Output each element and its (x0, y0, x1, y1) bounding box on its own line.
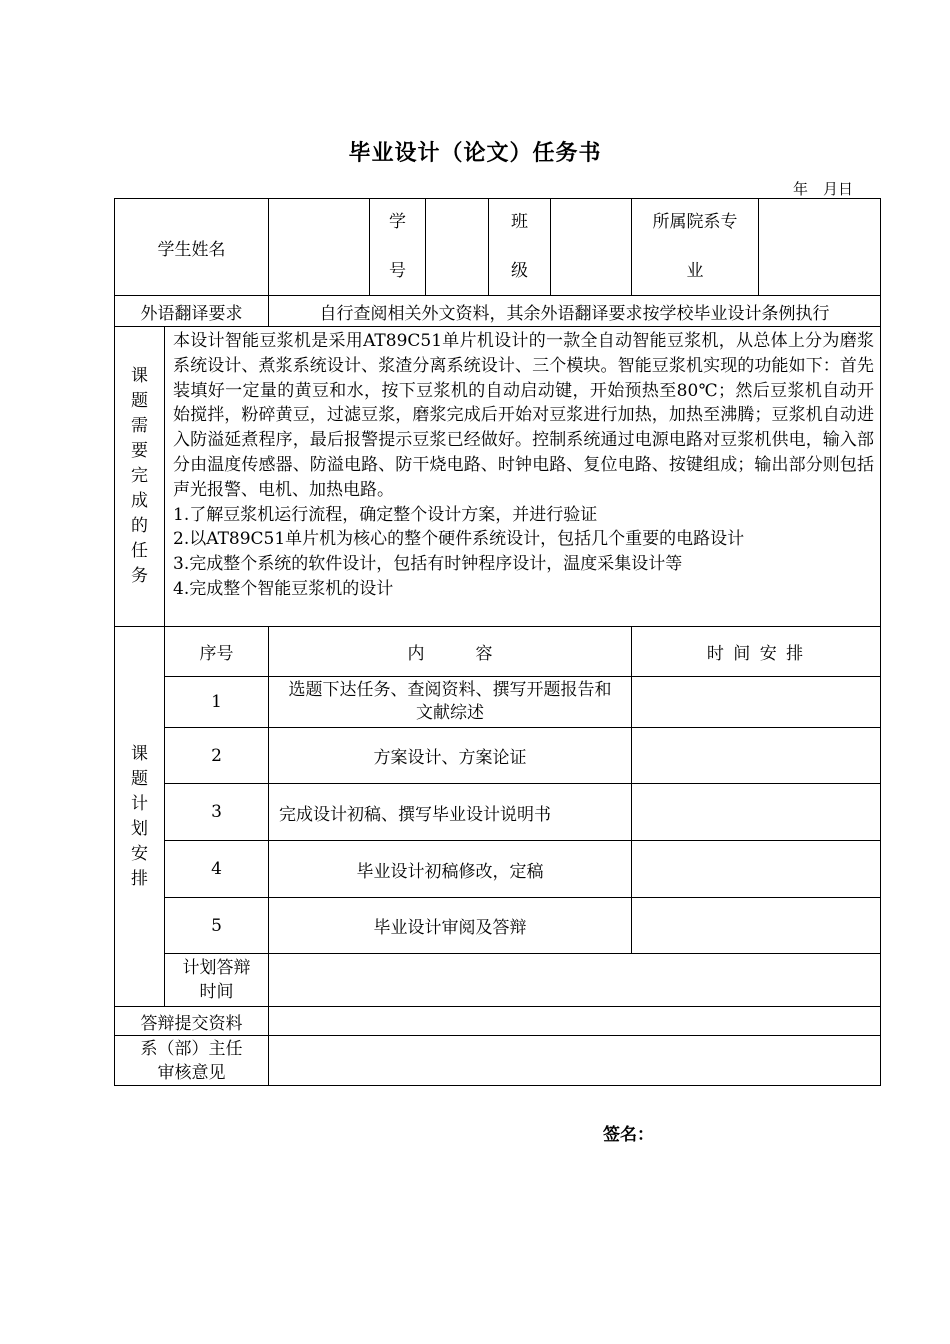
plan-row (115, 841, 881, 898)
plan-row-no: 4 (165, 841, 269, 898)
plan-row (115, 677, 881, 728)
student-name-label: 学生姓名 (115, 199, 269, 296)
plan-row-no: 5 (165, 898, 269, 954)
task-item-2: 2.以AT89C51单片机为核心的整个硬件系统设计，包括几个重要的电路设计 (173, 529, 745, 550)
task-item-4: 4.完成整个智能豆浆机的设计 (173, 578, 394, 599)
student-id-label (370, 199, 426, 296)
plan-row (115, 898, 881, 954)
form-table (114, 198, 881, 1086)
plan-row-content: 毕业设计审阅及答辩 (269, 898, 632, 954)
plan-row (115, 784, 881, 841)
plan-row-content: 完成设计初稿、撰写毕业设计说明书 (269, 784, 632, 841)
task-form (114, 198, 880, 1086)
plan-row-time[interactable] (632, 784, 881, 841)
tasks-content (165, 327, 881, 627)
tasks-row (115, 327, 881, 627)
plan-row-content: 选题下达任务、查阅资料、撰写开题报告和文献综述 (269, 677, 632, 728)
plan-row (115, 728, 881, 784)
plan-row-no: 2 (165, 728, 269, 784)
plan-header-time: 时 间 安 排 (632, 627, 881, 677)
plan-row-content: 毕业设计初稿修改，定稿 (269, 841, 632, 898)
class-label-line2: 级 (511, 261, 528, 281)
translation-value: 自行查阅相关外文资料，其余外语翻译要求按学校毕业设计条例执行 (269, 296, 881, 327)
tasks-label: 课 题 需 要 完 成 的 任 务 (115, 327, 165, 627)
translation-row (115, 296, 881, 327)
date-field: 年 月日 (793, 180, 854, 198)
class-value[interactable] (551, 199, 632, 296)
plan-header-row (115, 627, 881, 677)
page-title: 毕业设计（论文）任务书 (348, 140, 602, 166)
defense-time-value[interactable] (269, 954, 881, 1007)
review-row (115, 1036, 881, 1086)
defense-time-label: 计划答辩 时间 (165, 954, 269, 1007)
submission-label: 答辩提交资料 (115, 1007, 269, 1036)
plan-row-no: 1 (165, 677, 269, 728)
plan-row-time[interactable] (632, 841, 881, 898)
student-id-label-line1: 学 (389, 212, 406, 232)
plan-header-content: 内 容 (269, 627, 632, 677)
department-label (632, 199, 759, 296)
plan-row-time[interactable] (632, 728, 881, 784)
plan-row-time[interactable] (632, 898, 881, 954)
submission-row (115, 1007, 881, 1036)
class-label-line1: 班 (511, 212, 528, 232)
student-id-value[interactable] (426, 199, 489, 296)
plan-label: 课 题 计 划 安 排 (115, 627, 165, 1007)
translation-label: 外语翻译要求 (115, 296, 269, 327)
department-value[interactable] (759, 199, 881, 296)
student-id-label-line2: 号 (389, 261, 406, 281)
review-label: 系（部）主任 审核意见 (115, 1036, 269, 1086)
task-item-3: 3.完成整个系统的软件设计，包括有时钟程序设计，温度采集设计等 (173, 554, 683, 575)
class-label (489, 199, 551, 296)
signature-label: 签名： (603, 1125, 654, 1145)
task-item-1: 1.了解豆浆机运行流程，确定整个设计方案，并进行验证 (173, 504, 598, 525)
student-info-row (115, 199, 881, 296)
defense-time-row (115, 954, 881, 1007)
department-label-line2: 业 (686, 261, 704, 281)
plan-row-content: 方案设计、方案论证 (269, 728, 632, 784)
plan-header-no: 序号 (165, 627, 269, 677)
tasks-description: 本设计智能豆浆机是采用AT89C51单片机设计的一款全自动智能豆浆机，从总体上分为磨浆系统设计、煮浆系统设计、浆渣分离系统设计、三个模块。智能豆浆机实现的功能如下：首先装填好一定量的黄豆和水，按下豆浆机的自动启动键，开始预热至80℃；然后豆浆机自动开始搅拌，粉碎黄豆，过滤豆浆，磨浆完成后开始对豆浆进行加热，加热至沸腾；豆浆机自动进入防溢延煮程序，最后报警提示豆浆已经做好。控制系统通过电源电路对豆浆机供电，输入部分由温度传感器、防溢电路、防干烧电路、时钟电路、复位电路、按键组成；输出部分则包括声光报警、电机、加热电路。 (173, 331, 874, 500)
submission-value[interactable] (269, 1007, 881, 1036)
review-value[interactable] (269, 1036, 881, 1086)
department-label-line1: 所属院系专 (652, 212, 738, 232)
plan-row-time[interactable] (632, 677, 881, 728)
plan-row-no: 3 (165, 784, 269, 841)
student-name-value[interactable] (269, 199, 370, 296)
